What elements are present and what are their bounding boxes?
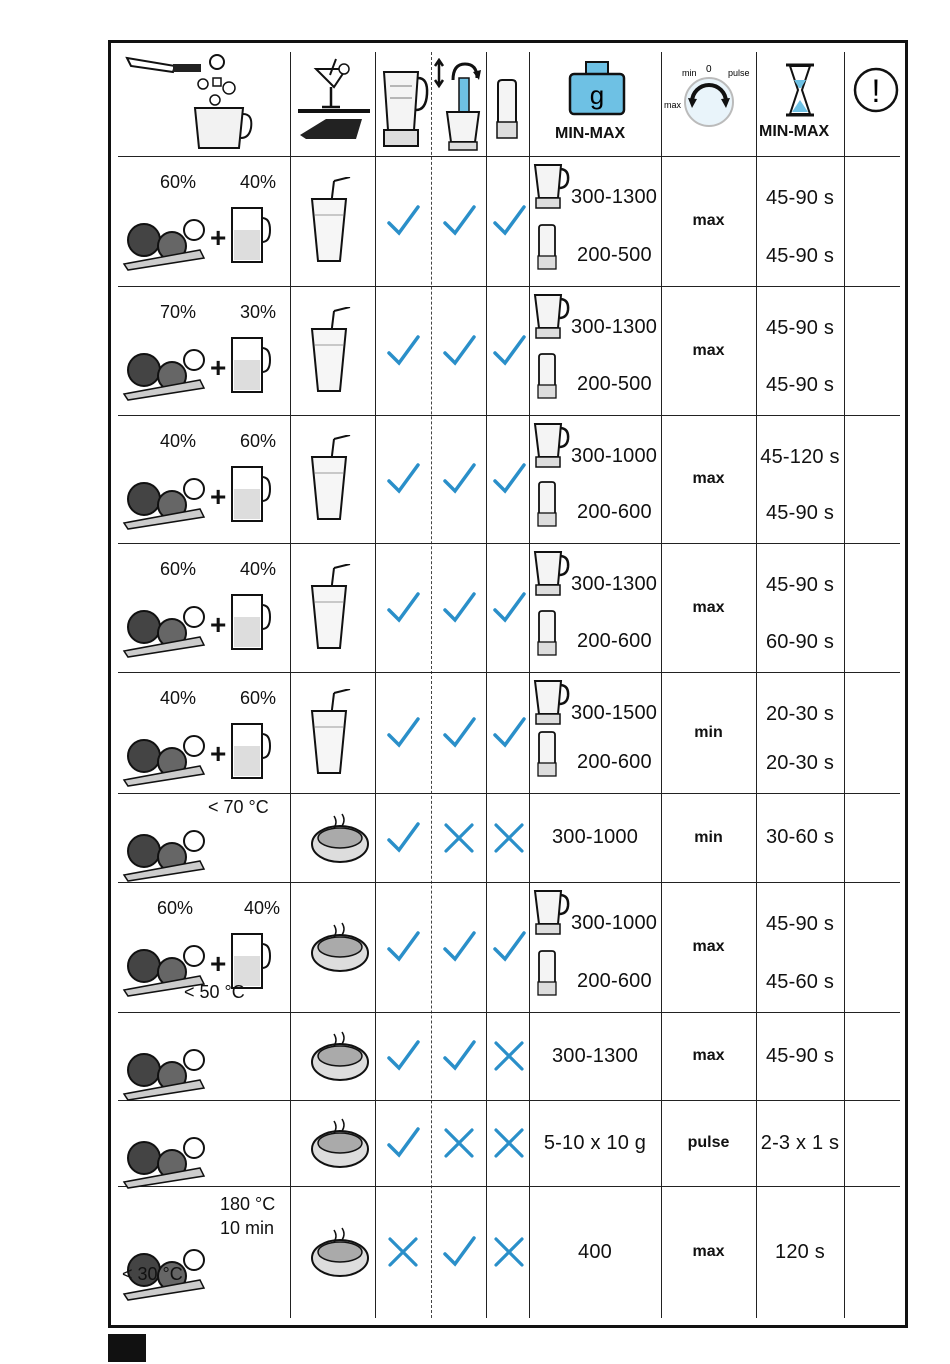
pancakes-pan-icon (308, 1026, 374, 1086)
speed-setting: min (694, 828, 723, 846)
check-mark-icon (441, 461, 477, 497)
blender-jug-icon (378, 68, 430, 150)
blender-jug-icon (531, 678, 571, 728)
speed-setting: max (692, 1243, 725, 1260)
blender-jug-icon (531, 421, 571, 471)
speed-dial-icon (664, 62, 756, 136)
reversible-blade-icon (433, 58, 485, 152)
temperature-label: < 50 °C (184, 982, 245, 1002)
check-mark-icon (491, 461, 527, 497)
col-divider (486, 52, 487, 1318)
quantity: 300-1000 (551, 826, 639, 848)
check-mark-icon (491, 333, 527, 369)
speed-setting: max (692, 938, 725, 955)
row-divider (118, 156, 900, 157)
small-container-icon (536, 610, 558, 658)
time-small-container: 60-90 s (765, 630, 835, 653)
percent-ingredient: 60% (157, 898, 194, 918)
col-divider-dashed (431, 52, 432, 1318)
percent-liquid: 60% (240, 431, 277, 451)
percent-ingredient: 70% (160, 302, 197, 322)
check-mark-icon (441, 1234, 477, 1270)
quantity-small-container: 200-600 (577, 751, 652, 773)
vegetables-icon: + (118, 557, 288, 666)
speed-setting: max (692, 341, 725, 359)
check-mark-icon (441, 333, 477, 369)
quantity: 300-1300 (551, 1044, 639, 1067)
blender-jug-icon (531, 162, 571, 212)
warning-note-icon (852, 66, 900, 114)
cross-mark-icon (441, 820, 477, 856)
time-jug: 45-90 s (765, 316, 835, 339)
quantity-jug: 300-1500 (571, 702, 658, 724)
check-mark-icon (491, 590, 527, 626)
processing-time: 30-60 s (765, 826, 835, 848)
dial-max-label: max (664, 100, 682, 110)
percent-ingredient: 60% (160, 559, 197, 579)
cross-mark-icon (385, 1234, 421, 1270)
soup-bowl-icon (308, 808, 374, 868)
dial-min-label: min (682, 68, 697, 78)
juice-glass-icon (308, 689, 352, 777)
percent-liquid: 40% (240, 559, 277, 579)
col-divider (375, 52, 376, 1318)
frozen-berries-icon: + (118, 429, 288, 537)
row-divider (118, 882, 900, 883)
speed-setting: max (692, 212, 725, 229)
weight-icon (566, 60, 628, 118)
percent-ingredient: 60% (160, 172, 197, 192)
small-container-icon (536, 224, 558, 272)
percent-liquid: 40% (244, 898, 281, 918)
cross-mark-icon (491, 1038, 527, 1074)
warm-vegetables-icon: + (118, 896, 288, 1006)
col-divider (844, 52, 845, 1318)
check-mark-icon (441, 203, 477, 239)
small-container-icon (536, 353, 558, 401)
time-small-container: 45-90 s (765, 244, 835, 267)
percent-liquid: 60% (240, 688, 277, 708)
blender-jug-icon (531, 549, 571, 599)
juice-glass-icon (308, 307, 352, 395)
time-jug: 45-90 s (765, 186, 835, 209)
oven-temperature: 180 °C (220, 1194, 276, 1214)
oven-time: 10 min (220, 1218, 275, 1238)
crushed-ice-icon (308, 1113, 374, 1173)
time-jug: 45-90 s (765, 912, 835, 935)
speed-setting: max (692, 598, 725, 616)
quantity-jug: 300-1000 (571, 912, 658, 934)
time-small-container: 45-60 s (765, 970, 835, 993)
check-mark-icon (491, 715, 527, 751)
small-container-icon (494, 78, 520, 142)
processing-time: 45-90 s (765, 1044, 835, 1067)
check-mark-icon (441, 929, 477, 965)
ice-cubes-icon (118, 1114, 288, 1180)
quantity-jug: 300-1300 (571, 186, 658, 208)
quantity-jug: 300-1000 (571, 445, 658, 467)
check-mark-icon (441, 715, 477, 751)
note-symbol: ! (871, 73, 881, 109)
percent-liquid: 40% (240, 172, 277, 192)
juice-glass-icon (308, 564, 352, 652)
temperature-label: < 70 °C (208, 797, 269, 817)
roasted-nuts-icon (118, 1200, 288, 1312)
leek-ginger-icon: + (118, 170, 288, 280)
juice-glass-icon (308, 177, 352, 265)
check-mark-icon (385, 1125, 421, 1161)
time-jug: 45-90 s (765, 573, 835, 596)
small-container-icon (536, 481, 558, 529)
cross-mark-icon (491, 1125, 527, 1161)
hourglass-icon (784, 62, 816, 118)
page-tab-marker (108, 1334, 146, 1362)
percent-ingredient: 40% (160, 688, 197, 708)
row-divider (118, 286, 900, 287)
nut-butter-icon (308, 1222, 374, 1282)
quantity-small-container: 200-600 (577, 630, 652, 652)
drink-serving-icon (296, 55, 372, 147)
cooling-temperature: < 30 °C (122, 1264, 183, 1284)
check-mark-icon (385, 461, 421, 497)
quantity-jug: 300-1300 (571, 573, 658, 595)
blender-jug-icon (531, 292, 571, 342)
check-mark-icon (385, 820, 421, 856)
quantity-small-container: 200-600 (577, 501, 652, 523)
row-divider (118, 543, 900, 544)
coffee-beans-icon (118, 1026, 288, 1094)
quantity-jug: 300-1300 (571, 316, 658, 338)
time-minmax-label: MIN-MAX (759, 123, 830, 140)
dial-zero-label: 0 (706, 64, 712, 75)
time-small-container: 45-90 s (765, 373, 835, 396)
apple-pepper-icon: + (118, 300, 288, 409)
weight-minmax-label: MIN-MAX (555, 125, 626, 142)
cross-mark-icon (491, 820, 527, 856)
speed-setting: min (694, 723, 723, 741)
processing-time: 120 s (775, 1240, 825, 1263)
check-mark-icon (385, 203, 421, 239)
check-mark-icon (491, 203, 527, 239)
speed-setting: max (692, 1047, 725, 1064)
time-small-container: 20-30 s (765, 751, 835, 774)
baby-food-jar-icon (308, 917, 374, 977)
check-mark-icon (441, 1038, 477, 1074)
time-small-container: 45-90 s (765, 501, 835, 524)
check-mark-icon (441, 590, 477, 626)
banana-honey-icon: + (118, 686, 288, 787)
check-mark-icon (385, 590, 421, 626)
check-mark-icon (385, 929, 421, 965)
check-mark-icon (385, 715, 421, 751)
ingredients-knife-icon (125, 48, 255, 152)
quantity-small-container: 200-500 (577, 373, 652, 395)
time-jug: 45-120 s (760, 445, 840, 468)
percent-ingredient: 40% (160, 431, 197, 451)
col-divider (290, 52, 291, 1318)
weight-unit-label: g (589, 80, 605, 110)
processing-time: 2-3 x 1 s (760, 1131, 840, 1154)
speed-setting: max (692, 470, 725, 487)
small-container-icon (536, 731, 558, 779)
blender-jug-icon (531, 888, 571, 938)
small-container-icon (536, 950, 558, 998)
dial-pulse-label: pulse (728, 68, 750, 78)
row-divider (118, 415, 900, 416)
speed-setting: pulse (687, 1134, 730, 1151)
check-mark-icon (385, 333, 421, 369)
time-jug: 20-30 s (765, 702, 835, 725)
cross-mark-icon (491, 1234, 527, 1270)
row-divider (118, 672, 900, 673)
quantity-small-container: 200-500 (577, 244, 652, 266)
juice-glass-icon (308, 435, 352, 523)
check-mark-icon (491, 929, 527, 965)
check-mark-icon (385, 1038, 421, 1074)
quantity-small-container: 200-600 (577, 970, 652, 992)
percent-liquid: 30% (240, 302, 277, 322)
cross-mark-icon (441, 1125, 477, 1161)
quantity: 5-10 x 10 g (543, 1131, 647, 1154)
quantity: 400 (578, 1240, 612, 1263)
